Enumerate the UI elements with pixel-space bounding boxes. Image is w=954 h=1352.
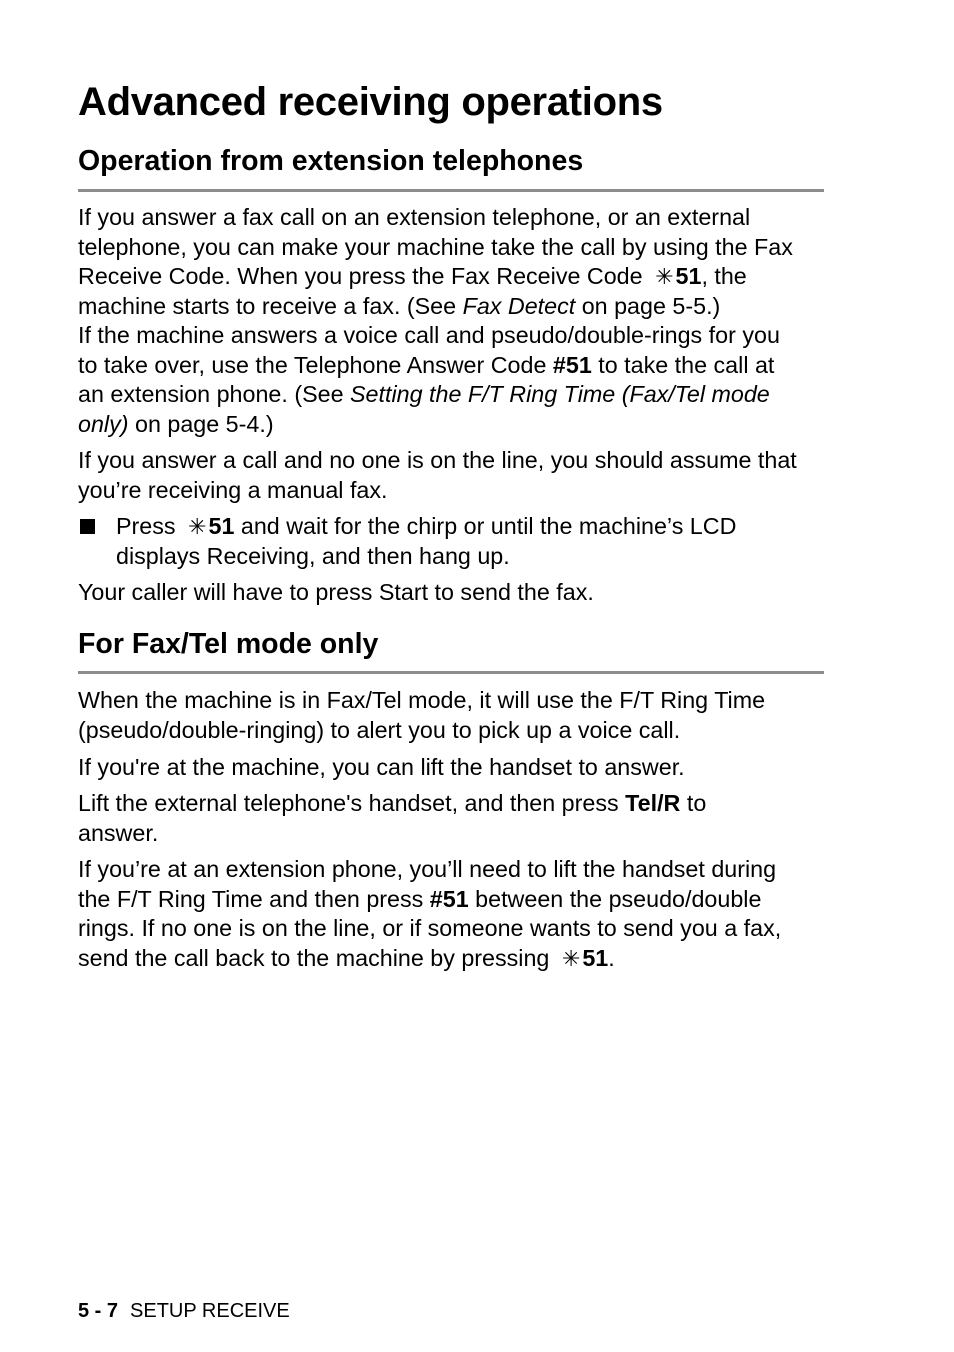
text-line: If the machine answers a voice call and pseudo/double-rings for you [78, 322, 780, 348]
paragraph-fax-receive-code [78, 203, 826, 321]
telephone-answer-code: #51 [429, 885, 469, 912]
text-line: Your caller will have to press Start to send the fax. [78, 579, 594, 605]
text-line: telephone, you can make your machine take the call by using the Fax [78, 233, 793, 260]
text-line: you’re receiving a manual fax. [78, 476, 388, 503]
page-title: Advanced receiving operations [78, 80, 663, 124]
bullet-square-icon [80, 519, 95, 534]
text-line: If you're at the machine, you can lift the handset to answer. [78, 754, 685, 780]
paragraph-external-handset [78, 789, 826, 848]
text-line: (pseudo/double-ringing) to alert you to pick up a voice call. [78, 716, 681, 743]
cross-reference: Setting the F/T Ring Time (Fax/Tel mode [350, 381, 770, 408]
star-key-icon: ✳ [655, 264, 674, 290]
text-line: machine starts to receive a fax. (See Fax Detect on page 5-5.) [78, 292, 721, 319]
text-line: an extension phone. (See Setting the F/T Ring Time (Fax/Tel mode [78, 381, 770, 408]
text-line: only) on page 5-4.) [78, 410, 274, 437]
text-line: send the call back to the machine by pressing ✳51. [78, 944, 615, 971]
tel-r-key: Tel/R [625, 790, 681, 816]
page-footer [78, 1300, 290, 1323]
paragraph-telephone-answer-code [78, 321, 826, 439]
text-line: Lift the external telephone's handset, and then press Tel/R to [78, 790, 707, 816]
text-line: When the machine is in Fax/Tel mode, it will use the F/T Ring Time [78, 687, 766, 713]
paragraph-fax-tel-mode [78, 686, 826, 745]
text-line: to take over, use the Telephone Answer Code #51 to take the call at [78, 351, 775, 378]
text-line: If you answer a call and no one is on the line, you should assume that [78, 447, 797, 473]
text-line: answer. [78, 819, 159, 846]
cross-reference: only) [78, 410, 129, 437]
text-line: the F/T Ring Time and then press #51 between the pseudo/double [78, 885, 762, 912]
paragraph-manual-fax [78, 446, 826, 505]
text-line: Receive Code. When you press the Fax Receive Code ✳51, the [78, 263, 747, 290]
text-line: Press ✳51 and wait for the chirp or until the machine’s LCD [116, 513, 737, 539]
text-line: displays Receiving, and then hang up. [116, 542, 510, 569]
text-line: rings. If no one is on the line, or if someone wants to send you a fax, [78, 915, 782, 942]
text-line: If you answer a fax call on an extension telephone, or an external [78, 204, 751, 230]
cross-reference: Fax Detect [462, 292, 576, 319]
page-number: 5 - 7 [78, 1300, 119, 1322]
bullet-item [78, 512, 826, 571]
star-key-icon: ✳ [561, 945, 581, 971]
section-heading-extension: Operation from extension telephones [78, 145, 824, 192]
text-line: If you’re at an extension phone, you’ll need to lift the handset during [78, 856, 777, 882]
star-key-icon: ✳ [188, 514, 207, 539]
paragraph-extension-phone [78, 855, 826, 973]
fax-receive-code: 51 [582, 944, 609, 971]
paragraph-at-machine [78, 753, 826, 783]
fax-receive-code: 51 [208, 513, 235, 539]
footer-section-name: SETUP RECEIVE [130, 1300, 290, 1322]
paragraph-caller-start [78, 578, 826, 608]
fax-receive-code: 51 [675, 263, 702, 290]
telephone-answer-code: #51 [552, 351, 592, 378]
section-heading-fax-tel: For Fax/Tel mode only [78, 628, 824, 674]
